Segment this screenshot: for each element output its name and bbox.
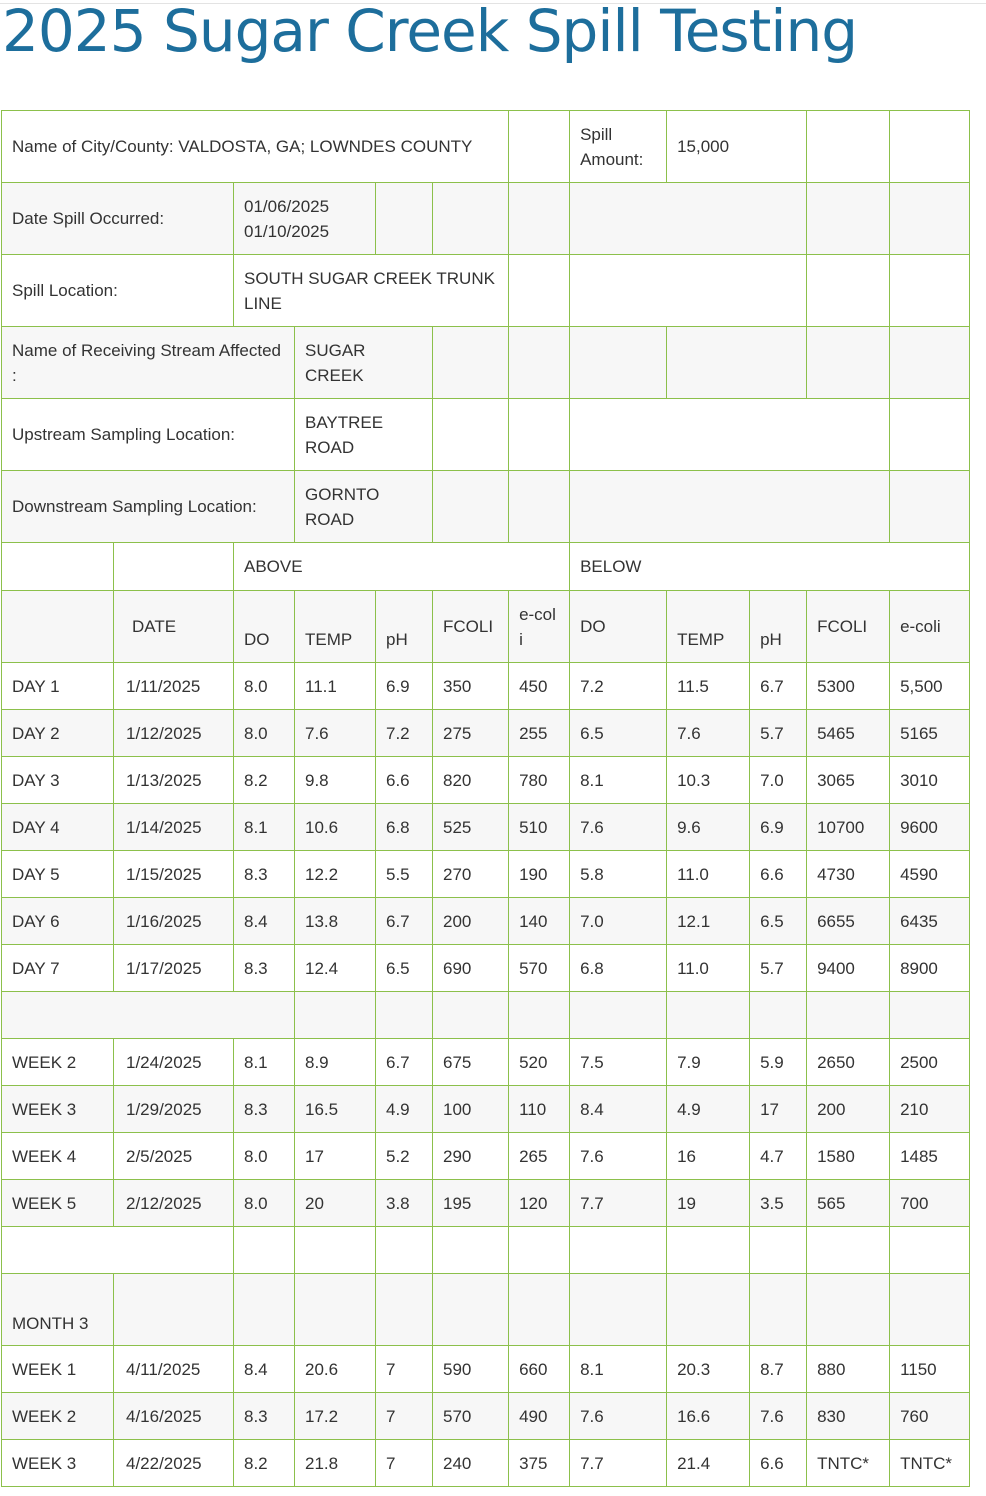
below-do-cell: 7.7 [570,1180,667,1227]
table-row [2,1086,970,1133]
empty-cell [750,992,807,1039]
below-ecoli-cell: 6435 [890,898,970,945]
above-temp-cell: 21.8 [295,1440,376,1487]
empty-cell [509,111,570,183]
below-fcoli-cell: 10700 [807,804,890,851]
row-date-cell: 1/11/2025 [114,663,234,710]
row-label-cell: DAY 7 [2,945,114,992]
row-label-cell: WEEK 3 [2,1086,114,1133]
below-ph-cell: 7.0 [750,757,807,804]
empty-cell [890,255,970,327]
empty-cell [807,183,890,255]
row-date-cell: 1/14/2025 [114,804,234,851]
row-date-cell: 4/16/2025 [114,1393,234,1440]
above-do-cell: 8.0 [234,1180,295,1227]
below-temp-cell: 7.9 [667,1039,750,1086]
empty-cell [2,543,114,591]
row-label-cell: WEEK 5 [2,1180,114,1227]
above-do-cell: 8.3 [234,851,295,898]
empty-cell [509,399,570,471]
date-spill-label: Date Spill Occurred: [2,183,234,255]
above-temp-cell: 12.2 [295,851,376,898]
empty-cell [509,1274,570,1346]
above-temp-cell: 9.8 [295,757,376,804]
below-ecoli-cell: 5,500 [890,663,970,710]
info-row-date [2,183,970,255]
below-fcoli-cell: 4730 [807,851,890,898]
spill-location-value: SOUTH SUGAR CREEK TRUNK LINE [234,255,509,327]
below-ph-cell: 5.7 [750,945,807,992]
empty-cell [570,1227,667,1274]
above-ecoli-cell: 450 [509,663,570,710]
row-label-cell: DAY 5 [2,851,114,898]
date-spill-start: 01/06/2025 [244,196,330,216]
above-ph-cell: 6.8 [376,804,433,851]
empty-cell [667,327,807,399]
below-fcoli-cell: 5300 [807,663,890,710]
city-county-label: Name of City/County: VALDOSTA, GA; LOWNDES COUNTY [2,111,509,183]
row-date-cell: 1/29/2025 [114,1086,234,1133]
above-ph-cell: 7 [376,1393,433,1440]
empty-cell [234,1227,295,1274]
empty-cell [295,992,376,1039]
below-temp-cell: 4.9 [667,1086,750,1133]
empty-cell [667,1227,750,1274]
below-do-cell: 7.2 [570,663,667,710]
table-row [2,851,970,898]
above-fcoli-cell: 675 [433,1039,509,1086]
above-ecoli-cell: 140 [509,898,570,945]
page-title: 2025 Sugar Creek Spill Testing [2,0,858,65]
above-ecoli-cell: 190 [509,851,570,898]
below-temp-cell: 7.6 [667,710,750,757]
above-fcoli-cell: 275 [433,710,509,757]
empty-cell [433,399,509,471]
info-row-city [2,111,970,183]
table-row [2,1440,970,1487]
below-ecoli-cell: TNTC* [890,1440,970,1487]
above-temp-cell: 17 [295,1133,376,1180]
below-ph-cell: 17 [750,1086,807,1133]
below-fcoli-cell: 2650 [807,1039,890,1086]
empty-cell [376,992,433,1039]
below-do-cell: 8.1 [570,757,667,804]
downstream-location-value: GORNTO ROAD [295,471,433,543]
below-ecoli-cell: 5165 [890,710,970,757]
above-ph-cell: 6.7 [376,1039,433,1086]
below-fcoli-cell: 9400 [807,945,890,992]
above-ecoli-cell: 265 [509,1133,570,1180]
above-ph-cell: 6.5 [376,945,433,992]
below-temp-cell: 11.5 [667,663,750,710]
above-ecoli-cell: 780 [509,757,570,804]
above-temp-cell: 12.4 [295,945,376,992]
empty-cell [114,1274,234,1346]
above-ecoli-cell: 120 [509,1180,570,1227]
col-above-ph: pH [376,591,433,663]
group-header-row [2,543,970,591]
below-fcoli-cell: TNTC* [807,1440,890,1487]
above-temp-cell: 11.1 [295,663,376,710]
below-do-cell: 8.4 [570,1086,667,1133]
above-do-cell: 8.3 [234,1086,295,1133]
below-temp-cell: 21.4 [667,1440,750,1487]
below-temp-cell: 20.3 [667,1346,750,1393]
below-ph-cell: 5.7 [750,710,807,757]
empty-cell [433,327,509,399]
spill-location-label: Spill Location: [2,255,234,327]
col-above-do: DO [234,591,295,663]
row-date-cell: 1/16/2025 [114,898,234,945]
empty-cell [114,543,234,591]
row-date-cell: 4/11/2025 [114,1346,234,1393]
empty-cell [509,183,570,255]
empty-cell [433,1227,509,1274]
upstream-location-value: BAYTREE ROAD [295,399,433,471]
above-ecoli-cell: 570 [509,945,570,992]
col-date: DATE [114,591,234,663]
spacer-row [2,1227,970,1274]
empty-cell [807,1274,890,1346]
empty-cell [807,111,890,183]
below-ph-cell: 6.5 [750,898,807,945]
above-temp-cell: 7.6 [295,710,376,757]
below-ph-cell: 7.6 [750,1393,807,1440]
above-fcoli-cell: 195 [433,1180,509,1227]
below-ecoli-cell: 1485 [890,1133,970,1180]
below-do-cell: 7.6 [570,1133,667,1180]
empty-cell [890,183,970,255]
col-below-fcoli: FCOLI [807,591,890,663]
table-row [2,804,970,851]
above-fcoli-cell: 350 [433,663,509,710]
downstream-location-label: Downstream Sampling Location: [2,471,295,543]
empty-cell [807,992,890,1039]
below-ph-cell: 6.9 [750,804,807,851]
row-date-cell: 1/17/2025 [114,945,234,992]
below-ph-cell: 4.7 [750,1133,807,1180]
below-ecoli-cell: 1150 [890,1346,970,1393]
col-below-ecoli: e-coli [890,591,970,663]
row-date-cell: 2/5/2025 [114,1133,234,1180]
spill-amount-label: Spill Amount: [570,111,667,183]
above-fcoli-cell: 200 [433,898,509,945]
below-fcoli-cell: 6655 [807,898,890,945]
above-fcoli-cell: 270 [433,851,509,898]
empty-cell [570,1274,667,1346]
info-row-downstream [2,471,970,543]
empty-cell [890,471,970,543]
empty-cell [509,992,570,1039]
above-do-cell: 8.4 [234,898,295,945]
empty-cell [2,992,295,1039]
empty-cell [570,255,807,327]
below-ecoli-cell: 9600 [890,804,970,851]
receiving-stream-value: SUGAR CREEK [295,327,433,399]
below-do-cell: 6.8 [570,945,667,992]
empty-cell [509,1227,570,1274]
above-ph-cell: 4.9 [376,1086,433,1133]
row-date-cell: 2/12/2025 [114,1180,234,1227]
row-label-cell: WEEK 3 [2,1440,114,1487]
below-ecoli-cell: 3010 [890,757,970,804]
above-ecoli-cell: 255 [509,710,570,757]
above-ph-cell: 6.7 [376,898,433,945]
below-temp-cell: 16 [667,1133,750,1180]
empty-cell [807,255,890,327]
above-group-label: ABOVE [234,543,570,591]
empty-cell [570,327,667,399]
table-row [2,663,970,710]
month-3-label: MONTH 3 [2,1274,114,1346]
above-do-cell: 8.0 [234,710,295,757]
above-do-cell: 8.1 [234,804,295,851]
table-row [2,710,970,757]
empty-cell [570,399,890,471]
empty-cell [295,1227,376,1274]
below-ecoli-cell: 2500 [890,1039,970,1086]
empty-cell [376,183,433,255]
table-row [2,1133,970,1180]
info-row-stream [2,327,970,399]
row-label-cell: DAY 6 [2,898,114,945]
row-label-cell: DAY 4 [2,804,114,851]
empty-cell [2,1227,234,1274]
below-fcoli-cell: 200 [807,1086,890,1133]
empty-cell [433,1274,509,1346]
empty-cell [570,183,807,255]
table-row [2,898,970,945]
above-ecoli-cell: 110 [509,1086,570,1133]
below-do-cell: 6.5 [570,710,667,757]
below-fcoli-cell: 5465 [807,710,890,757]
above-ph-cell: 7.2 [376,710,433,757]
below-temp-cell: 10.3 [667,757,750,804]
row-label-cell: DAY 3 [2,757,114,804]
below-ecoli-cell: 760 [890,1393,970,1440]
below-temp-cell: 11.0 [667,851,750,898]
col-above-ecoli: e-coli [509,591,570,663]
above-fcoli-cell: 240 [433,1440,509,1487]
above-temp-cell: 20 [295,1180,376,1227]
above-fcoli-cell: 590 [433,1346,509,1393]
spacer-row [2,992,970,1039]
below-ph-cell: 6.7 [750,663,807,710]
below-fcoli-cell: 830 [807,1393,890,1440]
below-ph-cell: 5.9 [750,1039,807,1086]
above-ecoli-cell: 520 [509,1039,570,1086]
row-date-cell: 4/22/2025 [114,1440,234,1487]
above-fcoli-cell: 570 [433,1393,509,1440]
below-do-cell: 8.1 [570,1346,667,1393]
below-ph-cell: 6.6 [750,1440,807,1487]
below-temp-cell: 16.6 [667,1393,750,1440]
table-row [2,757,970,804]
row-label-cell: WEEK 4 [2,1133,114,1180]
below-do-cell: 7.7 [570,1440,667,1487]
below-do-cell: 5.8 [570,851,667,898]
empty-cell [890,1274,970,1346]
empty-cell [433,992,509,1039]
row-label-cell: DAY 1 [2,663,114,710]
above-ecoli-cell: 510 [509,804,570,851]
above-fcoli-cell: 525 [433,804,509,851]
above-ecoli-cell: 490 [509,1393,570,1440]
empty-cell [509,255,570,327]
above-do-cell: 8.0 [234,663,295,710]
below-temp-cell: 19 [667,1180,750,1227]
empty-cell [890,1227,970,1274]
date-spill-end: 01/10/2025 [244,221,330,241]
empty-cell [890,111,970,183]
col-above-temp: TEMP [295,591,376,663]
date-spill-value [234,183,376,255]
row-label-cell: DAY 2 [2,710,114,757]
above-ph-cell: 5.5 [376,851,433,898]
above-fcoli-cell: 290 [433,1133,509,1180]
below-do-cell: 7.5 [570,1039,667,1086]
above-do-cell: 8.2 [234,757,295,804]
below-temp-cell: 9.6 [667,804,750,851]
empty-cell [295,1274,376,1346]
column-header-row [2,591,970,663]
below-do-cell: 7.6 [570,1393,667,1440]
table-row [2,1039,970,1086]
col-below-do: DO [570,591,667,663]
spill-testing-table [1,110,970,1487]
receiving-stream-label: Name of Receiving Stream Affected : [2,327,295,399]
above-do-cell: 8.1 [234,1039,295,1086]
above-temp-cell: 13.8 [295,898,376,945]
empty-cell [807,1227,890,1274]
col-below-temp: TEMP [667,591,750,663]
below-fcoli-cell: 3065 [807,757,890,804]
above-do-cell: 8.3 [234,1393,295,1440]
row-date-cell: 1/12/2025 [114,710,234,757]
empty-cell [376,1274,433,1346]
above-ph-cell: 7 [376,1440,433,1487]
below-do-cell: 7.6 [570,804,667,851]
above-temp-cell: 8.9 [295,1039,376,1086]
empty-cell [433,183,509,255]
below-ph-cell: 8.7 [750,1346,807,1393]
empty-cell [750,1274,807,1346]
empty-cell [890,327,970,399]
below-ecoli-cell: 8900 [890,945,970,992]
col-above-fcoli: FCOLI [433,591,509,663]
below-fcoli-cell: 880 [807,1346,890,1393]
above-ecoli-cell: 660 [509,1346,570,1393]
below-temp-cell: 12.1 [667,898,750,945]
empty-cell [890,399,970,471]
below-fcoli-cell: 1580 [807,1133,890,1180]
empty-cell [890,992,970,1039]
info-row-location [2,255,970,327]
empty-cell [509,327,570,399]
above-temp-cell: 20.6 [295,1346,376,1393]
month-header-row [2,1274,970,1346]
above-ecoli-cell: 375 [509,1440,570,1487]
row-date-cell: 1/15/2025 [114,851,234,898]
table-row [2,1180,970,1227]
above-do-cell: 8.0 [234,1133,295,1180]
above-ph-cell: 7 [376,1346,433,1393]
table-row [2,1346,970,1393]
empty-cell [570,471,890,543]
above-ph-cell: 3.8 [376,1180,433,1227]
empty-cell [433,471,509,543]
below-ecoli-cell: 4590 [890,851,970,898]
above-temp-cell: 17.2 [295,1393,376,1440]
above-do-cell: 8.4 [234,1346,295,1393]
above-fcoli-cell: 820 [433,757,509,804]
empty-cell [376,1227,433,1274]
above-temp-cell: 10.6 [295,804,376,851]
table-row [2,1393,970,1440]
col-below-ph: pH [750,591,807,663]
below-group-label: BELOW [570,543,970,591]
above-ph-cell: 6.9 [376,663,433,710]
below-fcoli-cell: 565 [807,1180,890,1227]
below-ph-cell: 6.6 [750,851,807,898]
empty-cell [667,1274,750,1346]
above-do-cell: 8.3 [234,945,295,992]
row-label-cell: WEEK 2 [2,1393,114,1440]
empty-cell [2,591,114,663]
below-temp-cell: 11.0 [667,945,750,992]
spill-amount-value: 15,000 [667,111,807,183]
empty-cell [807,327,890,399]
table-row [2,945,970,992]
row-label-cell: WEEK 1 [2,1346,114,1393]
empty-cell [509,471,570,543]
row-label-cell: WEEK 2 [2,1039,114,1086]
above-ph-cell: 5.2 [376,1133,433,1180]
empty-cell [667,992,750,1039]
above-fcoli-cell: 690 [433,945,509,992]
above-fcoli-cell: 100 [433,1086,509,1133]
row-date-cell: 1/13/2025 [114,757,234,804]
below-do-cell: 7.0 [570,898,667,945]
empty-cell [234,1274,295,1346]
above-do-cell: 8.2 [234,1440,295,1487]
above-ph-cell: 6.6 [376,757,433,804]
above-temp-cell: 16.5 [295,1086,376,1133]
upstream-location-label: Upstream Sampling Location: [2,399,295,471]
below-ecoli-cell: 700 [890,1180,970,1227]
empty-cell [750,1227,807,1274]
row-date-cell: 1/24/2025 [114,1039,234,1086]
empty-cell [570,992,667,1039]
below-ecoli-cell: 210 [890,1086,970,1133]
info-row-upstream [2,399,970,471]
below-ph-cell: 3.5 [750,1180,807,1227]
